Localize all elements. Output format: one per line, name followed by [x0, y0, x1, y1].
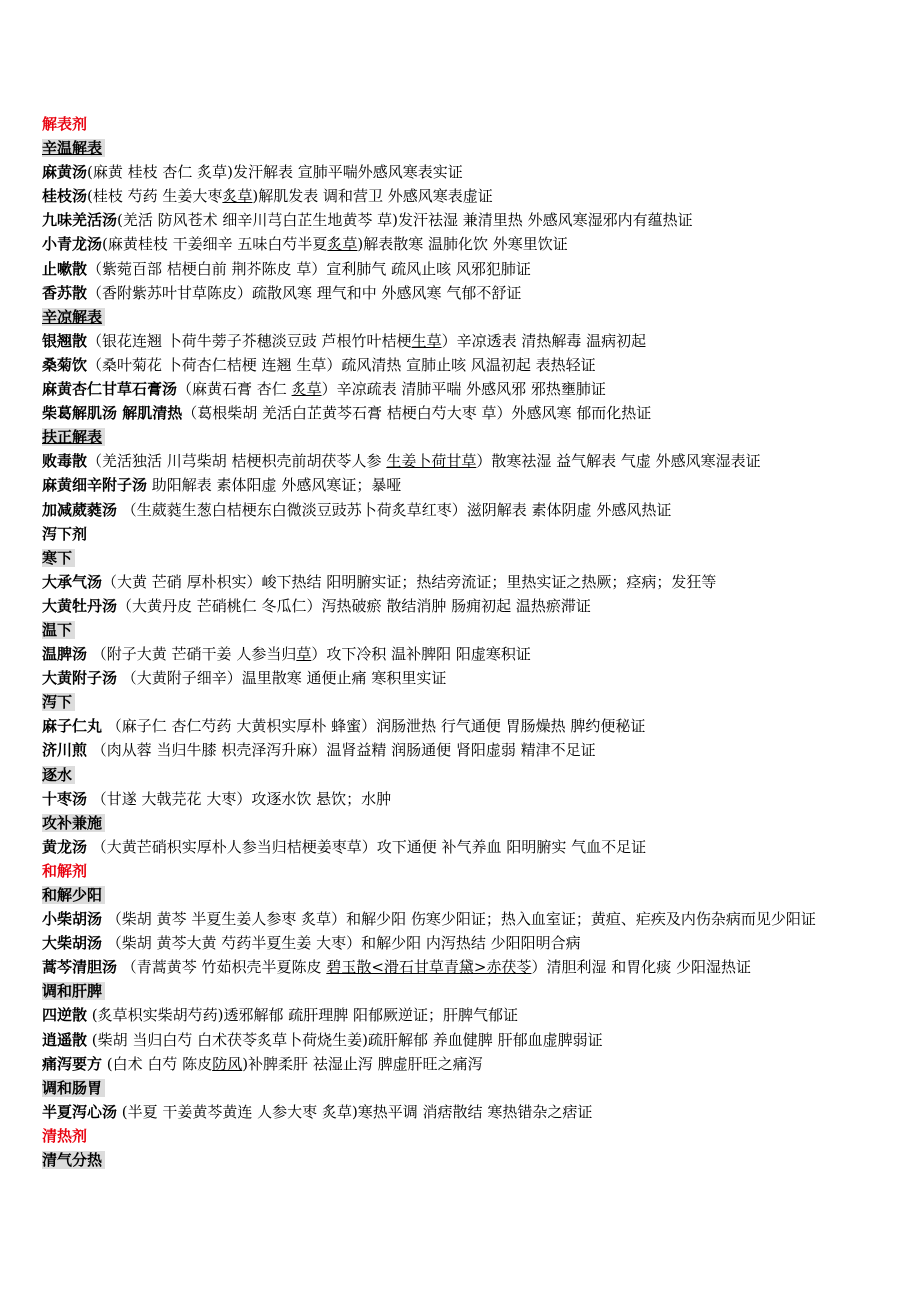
- formula-detail: ）散寒祛湿 益气解表 气虚 外感风寒湿表证: [476, 452, 761, 471]
- formula-entry: [42, 714, 912, 738]
- category-heading: 和解剂: [42, 861, 88, 880]
- formula-entry: [42, 160, 912, 184]
- formula-detail: )解肌发表 调和营卫 外感风寒表虚证: [252, 187, 493, 206]
- formula-detail: 炙草: [327, 235, 358, 254]
- formula-detail: （大黄 芒硝 厚朴枳实）峻下热结 阳明腑实证；热结旁流证；里热实证之热厥；痉病；发狂等: [102, 572, 717, 591]
- formula-entry: [42, 184, 912, 208]
- formula-name: 麻黄汤: [42, 163, 88, 182]
- formula-name: 麻黄细辛附子汤: [42, 476, 148, 495]
- formula-name: 柴葛解肌汤 解肌清热: [42, 404, 183, 423]
- formula-detail: （葛根柴胡 羌活白芷黄芩石膏 桔梗白芍大枣 草）外感风寒 郁而化热证: [182, 404, 652, 423]
- formula-entry: [42, 787, 912, 811]
- formula-entry: [42, 353, 912, 377]
- formula-detail: 炙草: [222, 187, 253, 206]
- category-heading: 解表剂: [42, 115, 88, 133]
- subcategory-label: 泻下: [42, 693, 75, 711]
- formula-detail: （大黄附子细辛）温里散寒 通便止痛 寒积里实证: [117, 669, 447, 688]
- formula-detail: ）清胆利湿 和胃化痰 少阳湿热证: [531, 958, 752, 977]
- formula-entry: [42, 257, 912, 281]
- formula-name: 大黄附子汤: [42, 669, 118, 688]
- formula-detail: （柴胡 黄芩大黄 芍药半夏生姜 大枣）和解少阳 内泻热结 少阳阳明合病: [102, 934, 581, 953]
- formula-name: 大黄牡丹汤: [42, 596, 118, 615]
- subcategory-heading: [42, 883, 912, 907]
- subcategory-label: 逐水: [42, 766, 75, 784]
- subcategory-heading: [42, 979, 912, 1003]
- formula-detail: ）辛凉疏表 清肺平喘 外感风邪 邪热壅肺证: [321, 380, 606, 399]
- subcategory-heading: [42, 136, 912, 160]
- formula-entry: [42, 1028, 912, 1052]
- formula-entry: [42, 473, 912, 497]
- formula-name: 九味羌活汤: [42, 211, 118, 230]
- formula-name: 加减葳蕤汤: [42, 500, 118, 519]
- formula-detail: 草: [296, 645, 312, 664]
- formula-name: 大承气汤: [42, 572, 103, 591]
- formula-name: 小柴胡汤: [42, 910, 103, 929]
- formula-name: 四逆散: [42, 1006, 88, 1025]
- formula-detail: ）攻下冷积 温补脾阳 阳虚寒积证: [311, 645, 531, 664]
- formula-detail: (麻黄桂枝 干姜细辛 五味白芍半夏: [102, 235, 328, 254]
- formula-detail: （大黄丹皮 芒硝桃仁 冬瓜仁）泻热破瘀 散结消肿 肠痈初起 温热瘀滞证: [117, 596, 591, 615]
- formula-detail: 防风: [212, 1054, 243, 1073]
- subcategory-heading: [42, 763, 912, 787]
- formula-entry: [42, 401, 912, 425]
- formula-entry: [42, 1003, 912, 1027]
- formula-detail: (桂枝 芍药 生姜大枣: [87, 187, 223, 206]
- formula-name: 桂枝汤: [42, 187, 88, 206]
- formula-detail: （麻黄石膏 杏仁: [177, 380, 292, 399]
- formula-detail: （银花连翘 卜荷牛蒡子芥穗淡豆豉 芦根竹叶桔梗: [87, 331, 412, 350]
- formula-name: 麻子仁丸: [42, 717, 103, 736]
- formula-detail: （大黄芒硝枳实厚朴人参当归桔梗姜枣草）攻下通便 补气养血 阳明腑实 气血不足证: [87, 837, 647, 856]
- category-heading: 清热剂: [42, 1126, 88, 1145]
- formula-name: 蒿芩清胆汤: [42, 958, 118, 977]
- subcategory-heading: [42, 425, 912, 449]
- formula-detail: （肉从蓉 当归牛膝 枳壳泽泻升麻）温肾益精 润肠通便 肾阳虚弱 精津不足证: [87, 741, 596, 760]
- formula-detail: (白术 白芍 陈皮: [102, 1054, 213, 1073]
- formula-detail: （紫菀百部 桔梗白前 荆芥陈皮 草）宣利肺气 疏风止咳 风邪犯肺证: [87, 259, 531, 278]
- formula-entry: [42, 208, 912, 232]
- formula-entry: [42, 642, 912, 666]
- subcategory-heading: [42, 1076, 912, 1100]
- formula-entry: [42, 570, 912, 594]
- formula-detail: (麻黄 桂枝 杏仁 炙草)发汗解表 宣肺平喘外感风寒表实证: [87, 163, 463, 182]
- formula-name: 小青龙汤: [42, 235, 103, 254]
- formula-entry: [42, 329, 912, 353]
- formula-detail: ）辛凉透表 清热解毒 温病初起: [441, 331, 647, 350]
- formula-entry: [42, 594, 912, 618]
- formula-detail: （甘遂 大戟芫花 大枣）攻逐水饮 悬饮；水肿: [87, 789, 392, 808]
- formula-entry: [42, 835, 912, 859]
- formula-name: 十枣汤: [42, 789, 88, 808]
- subcategory-label: 温下: [42, 621, 75, 639]
- subcategory-heading: [42, 305, 912, 329]
- formula-name: 逍遥散: [42, 1030, 88, 1049]
- subcategory-label: 扶正解表: [42, 428, 105, 446]
- formula-entry: [42, 738, 912, 762]
- formula-name: 济川煎: [42, 741, 88, 760]
- formula-name: 麻黄杏仁甘草石膏汤: [42, 380, 178, 399]
- formula-entry: [42, 377, 912, 401]
- formula-name: 半夏泻心汤: [42, 1102, 118, 1121]
- formula-detail: （羌活独活 川芎柴胡 桔梗枳壳前胡茯苓人参: [87, 452, 387, 471]
- formula-entry: [42, 931, 912, 955]
- formula-name: 止嗽散: [42, 259, 88, 278]
- formula-name: 桑菊饮: [42, 355, 88, 374]
- formula-detail: （麻子仁 杏仁芍药 大黄枳实厚朴 蜂蜜）润肠泄热 行气通便 胃肠燥热 脾约便秘证: [102, 717, 646, 736]
- formula-detail: (炙草枳实柴胡芍药)透邪解郁 疏肝理脾 阳郁厥逆证；肝脾气郁证: [87, 1006, 519, 1025]
- formula-detail: （桑叶菊花 卜荷杏仁桔梗 连翘 生草）疏风清热 宣肺止咳 风温初起 表热轻证: [87, 355, 596, 374]
- formula-entry: [42, 498, 912, 522]
- formula-detail: (羌活 防风苍术 细辛川芎白芷生地黄芩 草)发汗祛湿 兼清里热 外感风寒湿邪内有蕴热证: [117, 211, 693, 230]
- formula-entry: [42, 449, 912, 473]
- subcategory-label: 辛凉解表: [42, 308, 105, 326]
- formula-detail: (半夏 干姜黄芩黄连 人参大枣 炙草)寒热平调 消痞散结 寒热错杂之痞证: [117, 1102, 593, 1121]
- subcategory-label: 辛温解表: [42, 139, 105, 157]
- formula-detail: )解表散寒 温肺化饮 外寒里饮证: [357, 235, 568, 254]
- formula-entry: [42, 907, 912, 931]
- subcategory-heading: [42, 546, 912, 570]
- document-page: [42, 112, 912, 1172]
- subcategory-heading: [42, 618, 912, 642]
- formula-name: 大柴胡汤: [42, 934, 103, 953]
- formula-detail: 生姜卜荷甘草: [386, 452, 477, 471]
- formula-detail: （附子大黄 芒硝干姜 人参当归: [87, 645, 297, 664]
- formula-detail: （生葳蕤生葱白桔梗东白微淡豆豉苏卜荷炙草红枣）滋阴解表 素体阴虚 外感风热证: [117, 500, 672, 519]
- formula-name: 黄龙汤: [42, 837, 88, 856]
- formula-name: 痛泻要方: [42, 1054, 103, 1073]
- subcategory-label: 攻补兼施: [42, 814, 105, 832]
- formula-entry: [42, 666, 912, 690]
- formula-name: 银翘散: [42, 331, 88, 350]
- formula-detail: 生草: [411, 331, 442, 350]
- subcategory-label: 调和肠胃: [42, 1079, 105, 1097]
- formula-entry: [42, 1052, 912, 1076]
- formula-detail: )补脾柔肝 祛湿止泻 脾虚肝旺之痛泻: [242, 1054, 483, 1073]
- formula-detail: 助阳解表 素体阳虚 外感风寒证；暴哑: [147, 476, 402, 495]
- subcategory-label: 调和肝脾: [42, 982, 105, 1000]
- subcategory-heading: [42, 811, 912, 835]
- formula-detail: 碧玉散<滑石甘草青黛>赤茯苓: [326, 958, 532, 977]
- subcategory-label: 清气分热: [42, 1151, 105, 1169]
- formula-entry: [42, 1100, 912, 1124]
- formula-name: 香苏散: [42, 283, 88, 302]
- formula-detail: （柴胡 黄芩 半夏生姜人参枣 炙草）和解少阳 伤寒少阳证；热入血室证；黄疸、疟疾及内伤杂病而见少阳证: [102, 910, 816, 929]
- formula-detail: （香附紫苏叶甘草陈皮）疏散风寒 理气和中 外感风寒 气郁不舒证: [87, 283, 522, 302]
- formula-entry: [42, 232, 912, 256]
- formula-detail: (柴胡 当归白芍 白术茯苓炙草卜荷烧生姜)疏肝解郁 养血健脾 肝郁血虚脾弱证: [87, 1030, 603, 1049]
- subcategory-heading: [42, 1148, 912, 1172]
- subcategory-label: 和解少阳: [42, 886, 105, 904]
- formula-entry: [42, 955, 912, 979]
- subcategory-heading: [42, 522, 912, 546]
- subcategory-heading: [42, 690, 912, 714]
- formula-name: 败毒散: [42, 452, 88, 471]
- formula-detail: 炙草: [291, 380, 322, 399]
- formula-entry: [42, 281, 912, 305]
- formula-detail: （青蒿黄芩 竹茹枳壳半夏陈皮: [117, 958, 327, 977]
- subcategory-label: 寒下: [42, 549, 75, 567]
- formula-name: 温脾汤: [42, 645, 88, 664]
- subcategory-label: 泻下剂: [42, 524, 88, 543]
